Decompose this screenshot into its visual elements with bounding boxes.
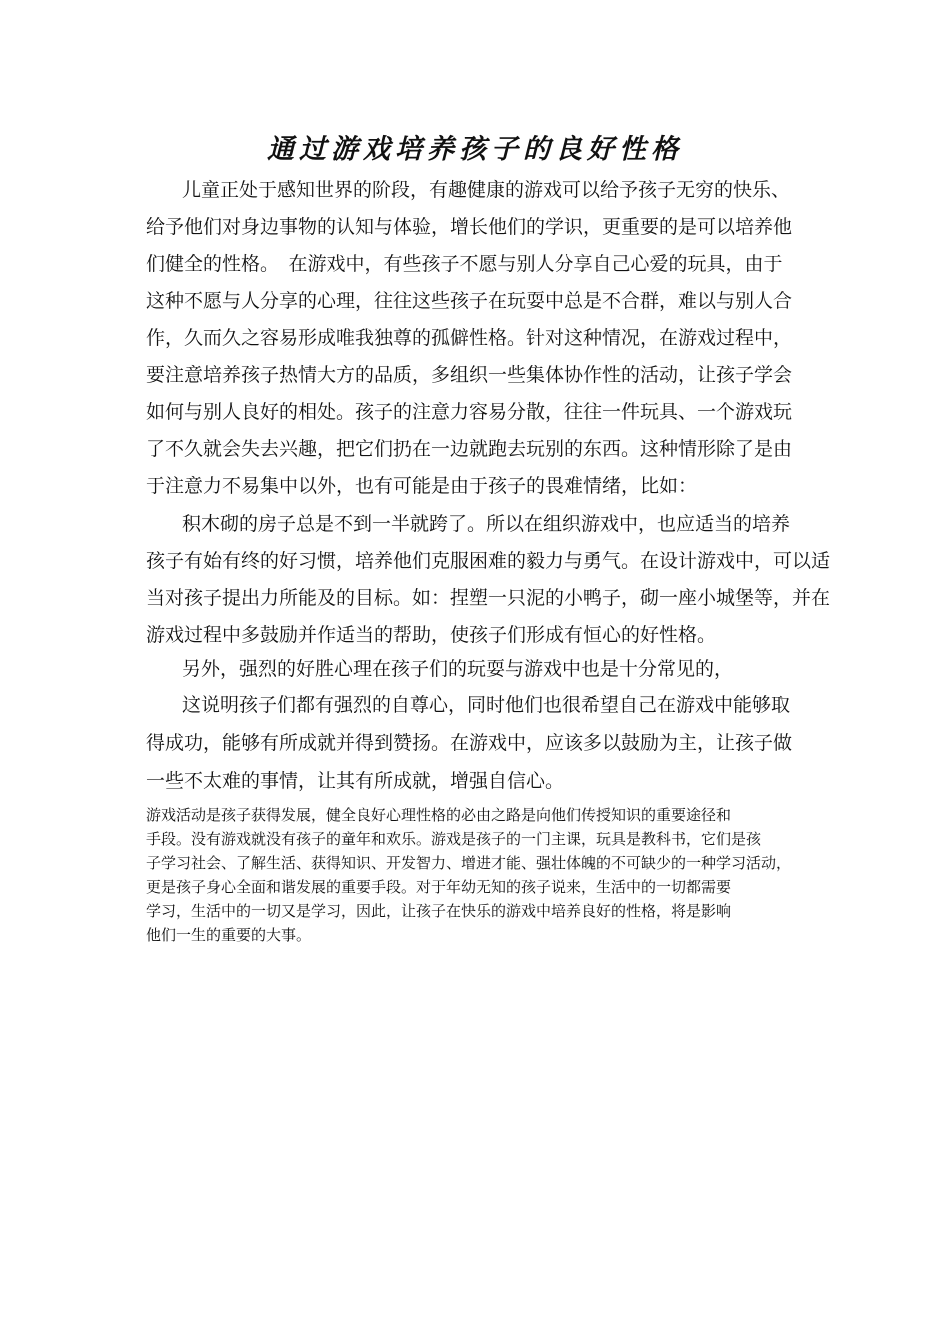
paragraph-line: 儿童正处于感知世界的阶段，有趣健康的游戏可以给予孩子无穷的快乐、	[182, 179, 791, 201]
paragraph-line: 这种不愿与人分享的心理，往往这些孩子在玩耍中总是不合群，难以与别人合	[146, 290, 793, 312]
paragraph-line: 要注意培养孩子热情大方的品质，多组织一些集体协作性的活动，让孩子学会	[146, 364, 793, 386]
document-title: 通过游戏培养孩子的良好性格	[267, 134, 683, 165]
paragraph-line: 给予他们对身边事物的认知与体验，增长他们的学识，更重要的是可以培养他	[146, 216, 793, 238]
paragraph-line: 游戏过程中多鼓励并作适当的帮助，使孩子们形成有恒心的好性格。	[146, 624, 717, 646]
paragraph-line: 得成功，能够有所成就并得到赞扬。在游戏中，应该多以鼓励为主，让孩子做	[146, 732, 793, 754]
paragraph-line: 了不久就会失去兴趣，把它们扔在一边就跑去玩别的东西。这种情形除了是由	[146, 438, 793, 460]
paragraph-line: 们健全的性格。 在游戏中，有些孩子不愿与别人分享自己心爱的玩具，由于	[146, 253, 783, 275]
paragraph-line: 积木砌的房子总是不到一半就跨了。所以在组织游戏中，也应适当的培养	[182, 513, 791, 535]
paragraph-line: 孩子有始有终的好习惯，培养他们克服困难的毅力与勇气。在设计游戏中，可以适	[146, 550, 831, 572]
paragraph-line: 这说明孩子们都有强烈的自尊心，同时他们也很希望自己在游戏中能够取	[182, 694, 791, 716]
paragraph-line: 当对孩子提出力所能及的目标。如：捏塑一只泥的小鸭子，砌一座小城堡等，并在	[146, 587, 831, 609]
closing-paragraph-line: 他们一生的重要的大事。	[146, 926, 312, 944]
closing-paragraph-line: 学习，生活中的一切又是学习，因此，让孩子在快乐的游戏中培养良好的性格，将是影响	[146, 902, 732, 920]
paragraph-line: 另外，强烈的好胜心理在孩子们的玩耍与游戏中也是十分常见的，	[182, 658, 734, 680]
closing-paragraph-line: 手段。没有游戏就没有孩子的童年和欢乐。游戏是孩子的一门主课，玩具是教科书，它们是孩	[146, 830, 762, 848]
closing-paragraph-line: 更是孩子身心全面和谐发展的重要手段。对于年幼无知的孩子说来，生活中的一切都需要	[146, 878, 732, 896]
paragraph-line: 一些不太难的事情，让其有所成就，增强自信心。	[146, 770, 565, 792]
closing-paragraph-line: 游戏活动是孩子获得发展，健全良好心理性格的必由之路是向他们传授知识的重要途径和	[146, 806, 732, 824]
paragraph-line: 于注意力不易集中以外，也有可能是由于孩子的畏难情绪，比如：	[146, 475, 698, 497]
paragraph-line: 作，久而久之容易形成唯我独尊的孤僻性格。针对这种情况，在游戏过程中，	[146, 327, 793, 349]
closing-paragraph-line: 子学习社会、了解生活、获得知识、开发智力、增进才能、强壮体魄的不可缺少的一种学习活动，	[146, 854, 792, 872]
paragraph-line: 如何与别人良好的相处。孩子的注意力容易分散，往往一件玩具、一个游戏玩	[146, 401, 793, 423]
